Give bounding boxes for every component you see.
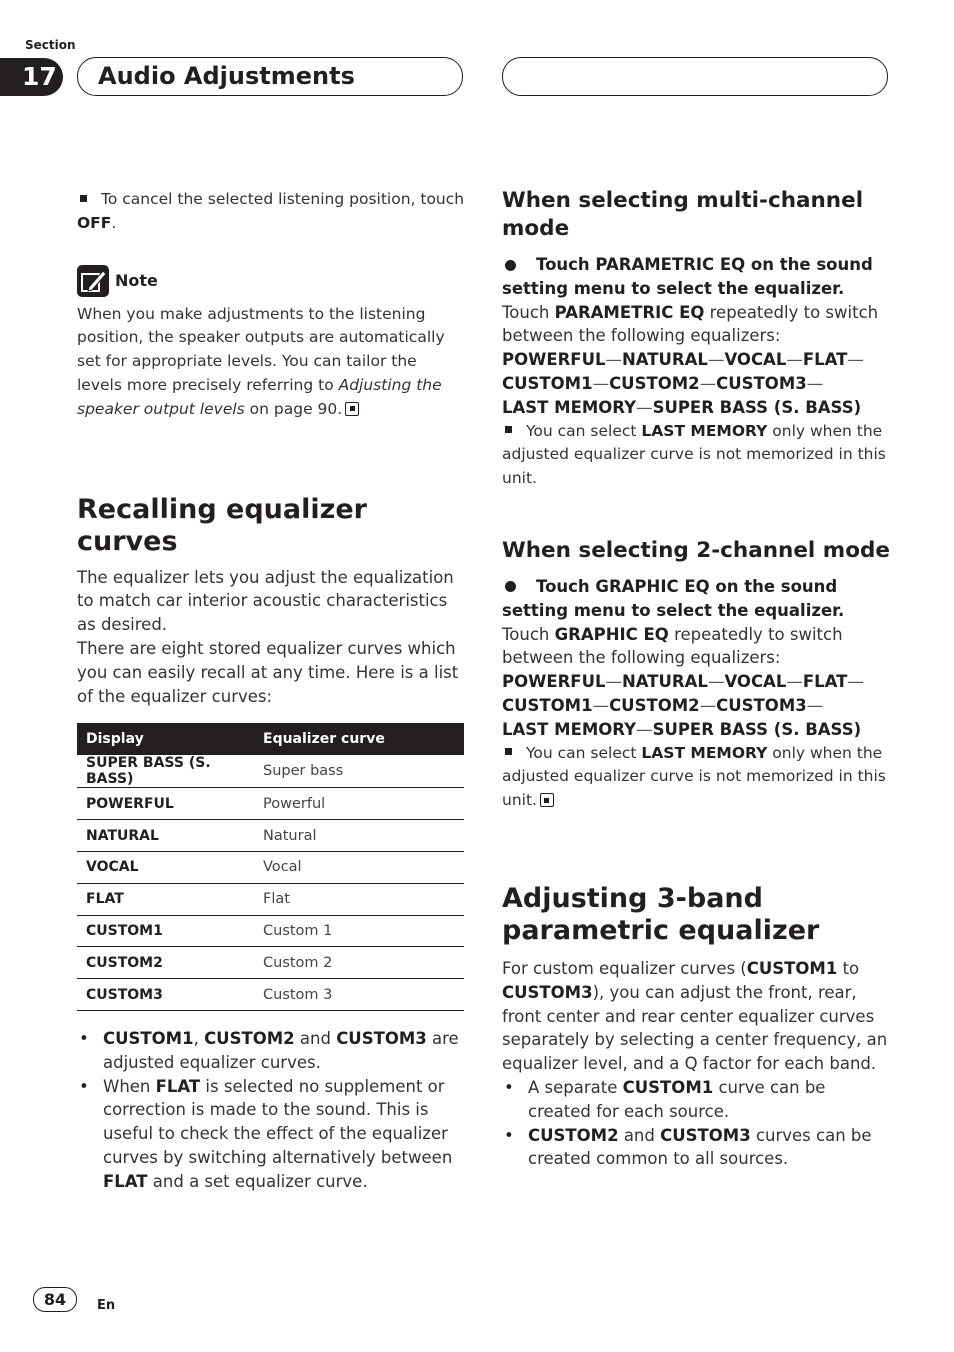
table-cell-display: NATURAL [77, 820, 254, 852]
table-row [77, 947, 464, 979]
table-header-display: Display [77, 723, 254, 755]
table-cell-curve: Custom 3 [254, 979, 464, 1011]
table-row [77, 788, 464, 820]
table-row [77, 915, 464, 947]
step-bullet-icon [505, 260, 516, 271]
table-cell-display: SUPER BASS (S. BASS) [77, 755, 254, 788]
equalizer-table [77, 723, 464, 1011]
two-channel-touch-text: Touch GRAPHIC EQ repeatedly to switch between the following equalizers: [502, 624, 843, 668]
two-channel-heading: When selecting 2-channel mode [502, 537, 890, 563]
step-bullet-icon [505, 581, 516, 592]
square-bullet-icon [505, 748, 512, 755]
section-number-badge: 17 [0, 58, 63, 96]
table-cell-display: CUSTOM1 [77, 915, 254, 947]
table-header-curve: Equalizer curve [254, 723, 464, 755]
adjust-parametric-heading: Adjusting 3-band parametric equalizer [502, 882, 820, 946]
list-item: • CUSTOM2 and CUSTOM3 curves can be created common to all sources. [502, 1124, 890, 1172]
note-heading [77, 265, 465, 297]
table-row [77, 979, 464, 1011]
list-item: • A separate CUSTOM1 curve can be created for each source. [502, 1076, 890, 1124]
recall-paragraph-2: There are eight stored equalizer curves which you can easily recall at any time. Here is a list of the equalizer curves: [77, 638, 459, 706]
table-cell-curve: Custom 2 [254, 947, 464, 979]
page-number: 84 [33, 1287, 77, 1312]
recall-paragraph-1: The equalizer lets you adjust the equalization to match car interior acoustic characteristics as desired. [77, 567, 454, 635]
square-bullet-icon [505, 426, 512, 433]
table-cell-curve: Powerful [254, 788, 464, 820]
table-header-row [77, 723, 464, 755]
section-title: Audio Adjustments [77, 57, 463, 96]
multi-channel-eq-list: POWERFUL—NATURAL—VOCAL—FLAT— CUSTOM1—CUSTOM2—CUSTOM3— LAST MEMORY—SUPER BASS (S. BASS) [502, 350, 864, 417]
table-cell-display: FLAT [77, 883, 254, 915]
table-row [77, 755, 464, 788]
table-cell-curve: Flat [254, 883, 464, 915]
multi-channel-last-memory-tip: You can select LAST MEMORY only when the adjusted equalizer curve is not memorized in this unit. [502, 421, 886, 488]
table-cell-display: VOCAL [77, 851, 254, 883]
two-channel-step: Touch GRAPHIC EQ on the sound setting menu to select the equalizer. [502, 576, 845, 620]
adjust-parametric-bullets [502, 1076, 890, 1171]
table-cell-curve: Natural [254, 820, 464, 852]
table-row [77, 851, 464, 883]
two-channel-eq-list: POWERFUL—NATURAL—VOCAL—FLAT— CUSTOM1—CUSTOM2—CUSTOM3— LAST MEMORY—SUPER BASS (S. BASS) [502, 672, 864, 739]
table-row [77, 820, 464, 852]
note-body: When you make adjustments to the listening position, the speaker outputs are automatically set for appropriate levels. You can tailor the levels more precisely referring to Adjusting the speaker output levels on page 90. [77, 304, 445, 418]
end-mark-icon [540, 793, 554, 807]
table-cell-curve: Custom 1 [254, 915, 464, 947]
multi-channel-touch-text: Touch PARAMETRIC EQ repeatedly to switch between the following equalizers: [502, 302, 879, 346]
language-code: En [97, 1298, 116, 1313]
multi-channel-heading: When selecting multi-channel mode [502, 188, 864, 241]
square-bullet-icon [80, 195, 87, 202]
table-cell-display: CUSTOM2 [77, 947, 254, 979]
table-cell-display: POWERFUL [77, 788, 254, 820]
note-title: Note [115, 271, 158, 291]
recall-bullet-list [77, 1027, 465, 1194]
table-cell-curve: Super bass [254, 755, 464, 788]
table-row [77, 883, 464, 915]
table-cell-display: CUSTOM3 [77, 979, 254, 1011]
note-pencil-icon [77, 265, 109, 297]
recall-heading: Recalling equalizer curves [77, 493, 367, 557]
cancel-position-tip: To cancel the selected listening position, touch OFF. [77, 190, 465, 232]
section-title-empty-box [502, 57, 888, 96]
right-column [502, 187, 890, 1171]
multi-channel-step: Touch PARAMETRIC EQ on the sound setting menu to select the equalizer. [502, 255, 873, 298]
list-item: • CUSTOM1, CUSTOM2 and CUSTOM3 are adjusted equalizer curves. [77, 1027, 465, 1075]
table-cell-curve: Vocal [254, 851, 464, 883]
end-mark-icon [345, 402, 359, 416]
section-label: Section [25, 38, 76, 52]
left-column [77, 188, 465, 1194]
two-channel-last-memory-tip: You can select LAST MEMORY only when the adjusted equalizer curve is not memorized in this unit. [502, 743, 886, 810]
adjust-parametric-paragraph: For custom equalizer curves (CUSTOM1 to CUSTOM3), you can adjust the front, rear, front center and rear center equalizer curves separately by selecting a center frequency, an equalizer level, and a Q factor for each band. [502, 958, 888, 1074]
list-item: • When FLAT is selected no supplement or correction is made to the sound. This is useful to check the effect of the equalizer curves by switching alternatively between FLAT and a set equalizer curve. [77, 1075, 465, 1194]
